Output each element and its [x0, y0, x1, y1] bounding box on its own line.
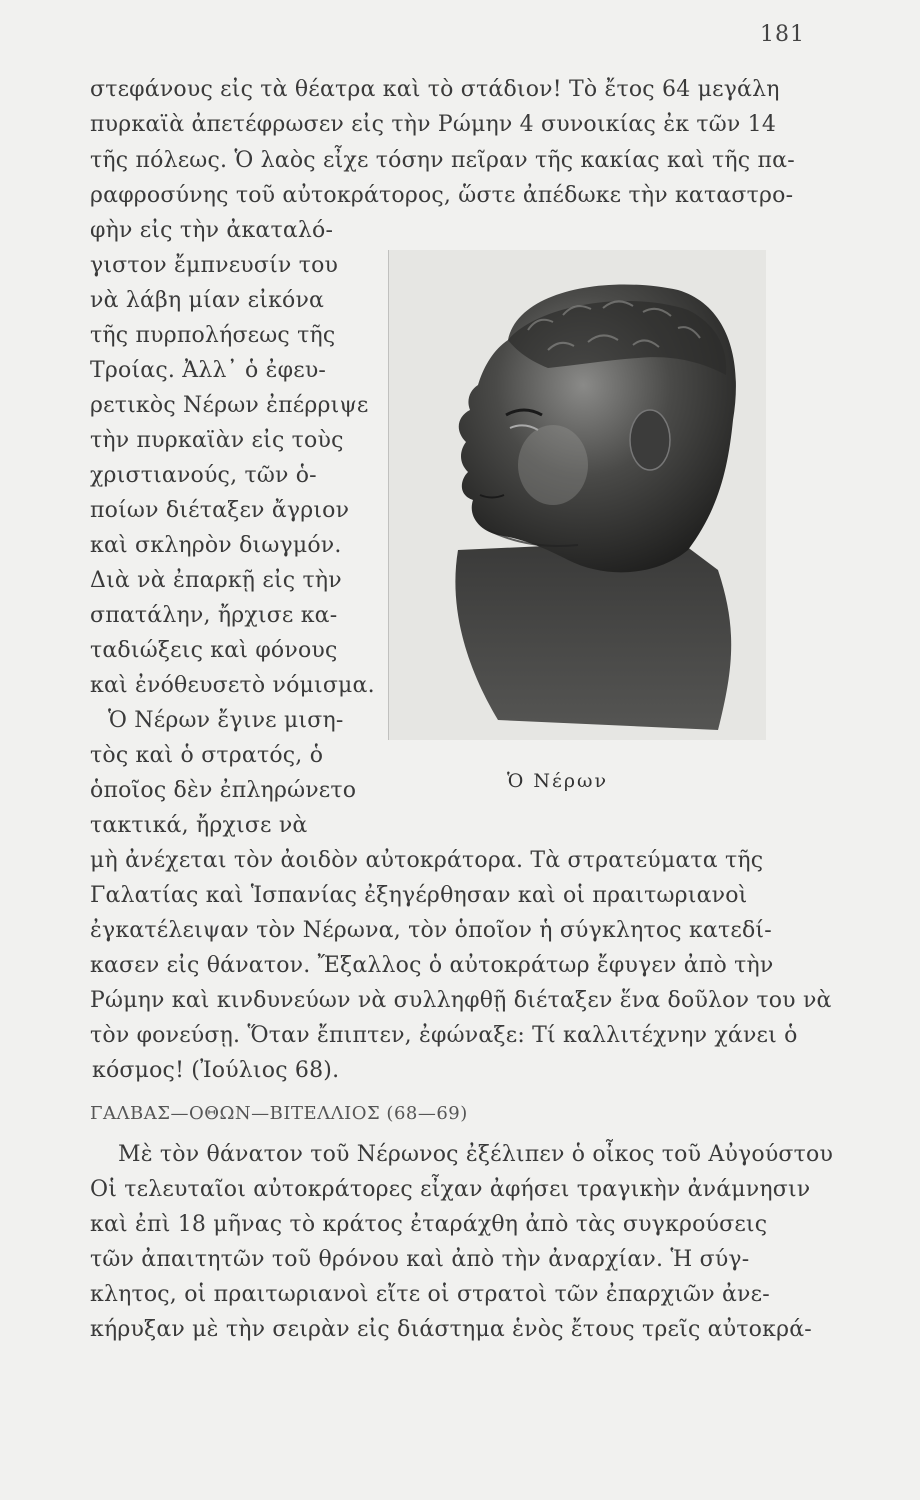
- text-line: καὶ ἐπὶ 18 μῆνας τὸ κράτος ἐταράχθη ἀπὸ τὰς συγκρούσεις: [90, 1212, 768, 1237]
- text-line: ραφροσύνης τοῦ αὐτοκράτορος, ὥστε ἀπέδωκε τὴν καταστρο-: [90, 183, 794, 208]
- text-line: χριστιανούς, τῶν ὁ-: [90, 463, 317, 488]
- text-line: σπατάλην, ἤρχισε κα-: [90, 603, 338, 628]
- text-line: νὰ λάβη μίαν εἰκόνα: [90, 288, 325, 313]
- text-line: κήρυξαν μὲ τὴν σειρὰν εἰς διάστημα ἑνὸς ἔτους τρεῖς αὐτοκρά-: [90, 1317, 812, 1342]
- nero-bust-portrait: [388, 250, 766, 740]
- text-line: γιστον ἔμπνευσίν του: [90, 253, 339, 278]
- text-line: τακτικά, ἤρχισε νὰ: [90, 813, 308, 838]
- text-line: καὶ σκληρὸν διωγμόν.: [90, 533, 342, 558]
- text-line: φὴν εἰς τὴν ἀκαταλό-: [90, 218, 334, 243]
- figure-caption: Ὁ Νέρων: [507, 770, 609, 792]
- text-line: τῆς πυρπολήσεως τῆς: [90, 323, 336, 348]
- text-line: τὸν φονεύσῃ. Ὅταν ἔπιπτεν, ἐφώναξε: Τί καλλιτέχνην χάνει ὁ: [90, 1023, 798, 1048]
- text-line: τὸς καὶ ὁ στρατός, ὁ: [90, 743, 324, 768]
- text-line: Τροίας. Ἀλλ᾽ ὁ ἐφευ-: [90, 358, 327, 383]
- text-line: ὁποῖος δὲν ἐπληρώνετο: [90, 778, 357, 803]
- text-line: κασεν εἰς θάνατον. Ἔξαλλος ὁ αὐτοκράτωρ ἔφυγεν ἀπὸ τὴν: [90, 953, 774, 978]
- text-line: Μὲ τὸν θάνατον τοῦ Νέρωνος ἐξέλιπεν ὁ οἶκος τοῦ Αὐγούστου: [118, 1142, 834, 1167]
- text-line: ρετικὸς Νέρων ἐπέρριψε: [90, 393, 369, 418]
- text-line: τὴν πυρκαϊὰν εἰς τοὺς: [90, 428, 344, 453]
- text-line: Ρώμην καὶ κινδυνεύων νὰ συλληφθῇ διέταξεν ἕνα δοῦλον του νὰ: [90, 988, 832, 1013]
- text-line: ποίων διέταξεν ἄγριον: [90, 498, 350, 523]
- text-line: Γαλατίας καὶ Ἱσπανίας ἐξηγέρθησαν καὶ οἱ πραιτωριανοὶ: [90, 883, 748, 908]
- text-line: Οἱ τελευταῖοι αὐτοκράτορες εἶχαν ἀφήσει τραγικὴν ἀνάμνησιν: [90, 1177, 811, 1202]
- text-line: μὴ ἀνέχεται τὸν ἀοιδὸν αὐτοκράτορα. Τὰ στρατεύματα τῆς: [90, 848, 764, 873]
- text-line: στεφάνους εἰς τὰ θέατρα καὶ τὸ στάδιον! Τὸ ἔτος 64 μεγάλη: [90, 77, 780, 102]
- text-line: πυρκαϊὰ ἀπετέφρωσεν εἰς τὴν Ρώμην 4 συνοικίας ἐκ τῶν 14: [90, 112, 777, 137]
- page-number: 181: [760, 22, 805, 47]
- bust-image: [388, 250, 766, 740]
- text-line: κλητος, οἱ πραιτωριανοὶ εἴτε οἱ στρατοὶ τῶν ἐπαρχιῶν ἀνε-: [90, 1282, 770, 1307]
- text-line: Ὁ Νέρων ἔγινε μιση-: [108, 708, 344, 733]
- text-line: Διὰ νὰ ἐπαρκῇ εἰς τὴν: [90, 568, 342, 593]
- text-line: τῶν ἀπαιτητῶν τοῦ θρόνου καὶ ἀπὸ τὴν ἀναρχίαν. Ἡ σύγ-: [90, 1247, 750, 1272]
- text-line: ταδιώξεις καὶ φόνους: [90, 638, 338, 663]
- text-line: ἐγκατέλειψαν τὸν Νέρωνα, τὸν ὁποῖον ἡ σύγκλητος κατεδί-: [90, 918, 772, 943]
- text-line: τῆς πόλεως. Ὁ λαὸς εἶχε τόσην πεῖραν τῆς κακίας καὶ τῆς πα-: [90, 148, 795, 173]
- text-line: καὶ ἐνόθευσετὸ νόμισμα.: [90, 673, 375, 698]
- section-heading: ΓΑΛΒΑΣ—ΟΘΩΝ—ΒΙΤΕΛΛΙΟΣ (68—69): [90, 1103, 468, 1124]
- text-line: κόσμος! (Ἰούλιος 68).: [92, 1058, 340, 1083]
